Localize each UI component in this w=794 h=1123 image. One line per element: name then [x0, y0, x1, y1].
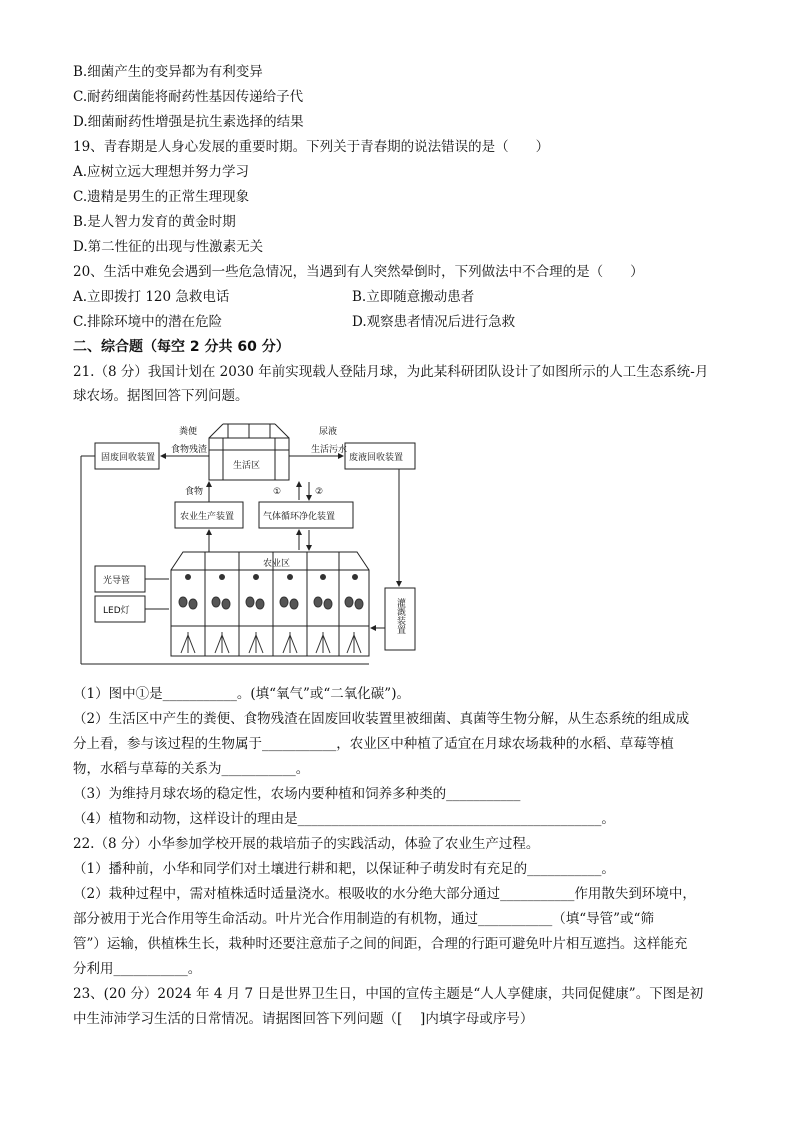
q22-p2-line1: （2）栽种过程中，需对植株适时适量浇水。根吸收的水分绝大部分通过___________作用散失到环境中，: [73, 886, 696, 902]
section2-title: 二、综合题（每空 2 分共 60 分）: [73, 339, 290, 355]
domestic-sewage-label: 生活污水: [311, 445, 348, 455]
light-guide-label: 光导管: [103, 576, 131, 586]
circle2-label: ②: [315, 487, 324, 497]
q18-option-c: C.耐药细菌能将耐药性基因传递给子代: [73, 89, 304, 105]
urine-label: 尿液: [319, 427, 338, 437]
plants: [179, 574, 363, 653]
q22-p2-line2: 部分被用于光合作用等生命活动。叶片光合作用制造的有机物，通过___________（填“导管”或“筛: [73, 911, 654, 927]
living-area-dome: [209, 424, 289, 480]
q18-option-d: D.细菌耐药性增强是抗生素选择的结果: [73, 114, 304, 130]
q20-option-a: A.立即拨打 120 急救电话: [73, 289, 230, 305]
q20-stem: 20、生活中难免会遇到一些危急情况，当遇到有人突然晕倒时，下列做法中不合理的是（ ）: [73, 264, 644, 280]
q22-p2-line3: 管”）运输，供植株生长，栽种时还要注意茄子之间的间距，合理的行距可避免叶片相互遮挡。这样能充: [73, 936, 688, 952]
q21-p3: （3）为维持月球农场的稳定性，农场内要种植和饲养多种类的___________: [73, 786, 521, 802]
food-label: 食物: [185, 487, 204, 497]
q20-option-d: D.观察患者情况后进行急救: [352, 314, 516, 330]
q22-p2-line4: 分利用___________。: [73, 961, 202, 977]
q23-line2: 中生沛沛学习生活的日常情况。请据图回答下列问题（[ ]内填字母或序号）: [73, 1011, 534, 1027]
q21-p2-line3: 物，水稻与草莓的关系为___________。: [73, 761, 310, 777]
q20-option-b: B.立即随意搬动患者: [352, 289, 475, 305]
solid-waste-label: 固废回收装置: [101, 453, 156, 463]
q18-option-b: B.细菌产生的变异都为有利变异: [73, 64, 263, 80]
q21-stem-line1: 21.（8 分）我国计划在 2030 年前实现载人登陆月球，为此某科研团队设计了如图所示的人工生态系统-月: [73, 364, 709, 380]
circle1-label: ①: [273, 487, 282, 497]
gas-purify-label: 气体循环净化装置: [263, 512, 336, 522]
led-label: LED灯: [103, 606, 130, 616]
q19-stem: 19、青春期是人身心发展的重要时期。下列关于青春期的说法错误的是（ ）: [73, 139, 550, 155]
q19-option-a: A.应树立远大理想并努力学习: [73, 164, 250, 180]
liquid-waste-label: 废液回收装置: [349, 453, 404, 463]
q21-p2-line1: （2）生活区中产生的粪便、食物残渣在固废回收装置里被细菌、真菌等生物分解，从生态系统的组成成: [73, 711, 690, 727]
irrigation-label: 灌溉装置: [395, 598, 405, 634]
agri-production-label: 农业生产装置: [180, 512, 235, 522]
living-area-label: 生活区: [233, 461, 261, 471]
q20-option-c: C.排除环境中的潜在危险: [73, 314, 223, 330]
q19-option-d: D.第二性征的出现与性激素无关: [73, 239, 264, 255]
food-residue-label: 食物残渣: [171, 445, 208, 455]
q19-option-c: C.遗精是男生的正常生理现象: [73, 189, 250, 205]
q23-line1: 23、(20 分）2024 年 4 月 7 日是世界卫生日，中国的宣传主题是“人人享健康，共同促健康”。下图是初: [73, 986, 704, 1002]
q22-stem: 22.（8 分）小华参加学校开展的栽培茄子的实践活动，体验了农业生产过程。: [73, 836, 540, 852]
agri-area-label: 农业区: [263, 559, 291, 569]
feces-label: 粪便: [179, 427, 198, 437]
rice-plants: [181, 632, 361, 653]
q22-p1: （1）播种前，小华和同学们对土壤进行耕和耙，以保证种子萌发时有充足的___________。: [73, 861, 615, 877]
q21-p1: （1）图中①是___________。(填“氧气”或“二氧化碳”)。: [73, 686, 410, 702]
sun-icons: [185, 574, 358, 580]
q21-p4: （4）植物和动物，这样设计的理由是_____________________________________________。: [73, 811, 615, 827]
q19-option-b: B.是人智力发育的黄金时期: [73, 214, 236, 230]
q21-p2-line2: 分上看，参与该过程的生物属于___________，农业区中种植了适宜在月球农场栽种的水稻、草莓等植: [73, 736, 674, 752]
q21-stem-line2: 球农场。据图回答下列问题。: [73, 388, 249, 404]
moon-farm-diagram: [73, 410, 425, 670]
strawberry-plants: [179, 597, 363, 609]
